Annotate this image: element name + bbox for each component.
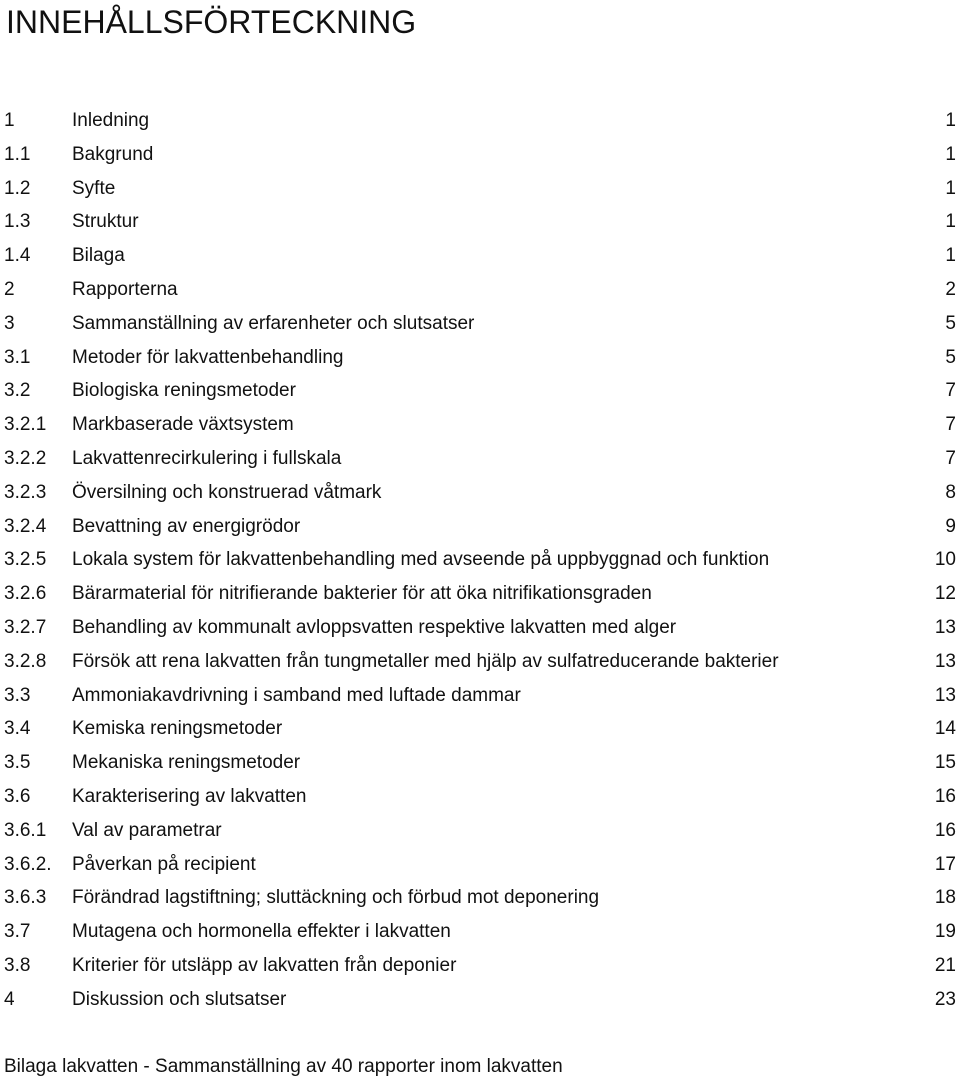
toc-entry-page: 13 [934, 616, 956, 638]
toc-entry-page: 12 [934, 583, 956, 605]
toc-entry-title: Kriterier för utsläpp av lakvatten från deponier [72, 954, 457, 976]
toc-entry-title: Behandling av kommunalt avloppsvatten respektive lakvatten med alger [72, 616, 677, 638]
toc-entry-page: 15 [934, 752, 956, 774]
toc-list [0, 104, 960, 1017]
toc-entry-title: Påverkan på recipient [72, 853, 256, 875]
toc-entry-title: Bevattning av energigrödor [72, 515, 301, 537]
toc-entry-number: 3.8 [4, 954, 31, 976]
toc-entry [0, 341, 960, 375]
toc-entry [0, 949, 960, 983]
toc-entry-title: Bärarmaterial för nitrifierande bakterier för att öka nitrifikationsgraden [72, 583, 652, 605]
toc-entry-number: 3.2 [4, 380, 31, 402]
toc-entry [0, 746, 960, 780]
toc-entry-title: Bilaga [72, 245, 125, 267]
toc-entry-title: Ammoniakavdrivning i samband med luftade dammar [72, 684, 521, 706]
toc-entry-title: Översilning och konstruerad våtmark [72, 481, 382, 503]
toc-entry-page: 17 [934, 853, 956, 875]
toc-entry-page: 10 [934, 549, 956, 571]
toc-entry-number: 3.6.2. [4, 853, 52, 875]
toc-entry-number: 3.2.8 [4, 650, 47, 672]
toc-entry-title: Lakvattenrecirkulering i fullskala [72, 447, 342, 469]
toc-entry-number: 3.2.7 [4, 616, 47, 638]
toc-entry-page: 9 [945, 515, 956, 537]
toc-entry-page: 1 [945, 211, 956, 233]
toc-entry [0, 476, 960, 510]
toc-entry-title: Mekaniska reningsmetoder [72, 752, 301, 774]
toc-entry-title: Bakgrund [72, 143, 154, 165]
toc-entry-number: 3.6 [4, 785, 31, 807]
toc-entry-page: 14 [934, 718, 956, 740]
toc-entry [0, 679, 960, 713]
toc-entry-title: Rapporterna [72, 278, 178, 300]
toc-entry [0, 814, 960, 848]
toc-entry [0, 442, 960, 476]
toc-entry-page: 23 [934, 988, 956, 1010]
toc-entry-title: Mutagena och hormonella effekter i lakvatten [72, 921, 451, 943]
toc-entry-title: Lokala system för lakvattenbehandling med avseende på uppbyggnad och funktion [72, 549, 770, 571]
toc-entry-page: 2 [945, 278, 956, 300]
page-title: INNEHÅLLSFÖRTECKNING [6, 4, 417, 40]
toc-entry-title: Diskussion och slutsatser [72, 988, 287, 1010]
toc-entry [0, 780, 960, 814]
toc-entry-title: Inledning [72, 110, 150, 131]
toc-entry-page: 18 [934, 887, 956, 909]
toc-entry [0, 881, 960, 915]
toc-entry-title: Försök att rena lakvatten från tungmetaller med hjälp av sulfatreducerande bakterier [72, 650, 779, 672]
toc-entry [0, 104, 960, 138]
toc-entry-number: 3.1 [4, 346, 31, 368]
toc-entry-number: 1.4 [4, 245, 31, 267]
toc-entry-title: Metoder för lakvattenbehandling [72, 346, 344, 368]
toc-entry-number: 1.3 [4, 211, 31, 233]
toc-entry [0, 307, 960, 341]
toc-entry [0, 138, 960, 172]
toc-entry [0, 983, 960, 1017]
toc-entry-page: 5 [945, 346, 956, 368]
toc-entry [0, 577, 960, 611]
toc-entry [0, 408, 960, 442]
toc-entry-page: 21 [934, 954, 956, 976]
toc-entry-title: Kemiska reningsmetoder [72, 718, 283, 740]
toc-entry-number: 3.2.4 [4, 515, 47, 537]
toc-entry-number: 1 [4, 110, 15, 131]
toc-entry-page: 16 [934, 785, 956, 807]
toc-entry-title: Val av parametrar [72, 819, 222, 841]
toc-entry-number: 3.6.1 [4, 819, 47, 841]
toc-entry-title: Sammanställning av erfarenheter och slutsatser [72, 312, 475, 334]
toc-entry-title: Förändrad lagstiftning; sluttäckning och förbud mot deponering [72, 887, 600, 909]
toc-entry-number: 3.7 [4, 921, 31, 943]
toc-entry-page: 7 [945, 414, 956, 436]
toc-entry-title: Struktur [72, 211, 139, 233]
toc-entry-page: 13 [934, 650, 956, 672]
toc-entry [0, 712, 960, 746]
toc-entry-number: 3.4 [4, 718, 31, 740]
toc-entry-page: 7 [945, 447, 956, 469]
toc-entry [0, 848, 960, 882]
toc-entry-number: 3.2.1 [4, 414, 47, 436]
toc-entry [0, 239, 960, 273]
toc-entry-number: 3.3 [4, 684, 31, 706]
toc-entry-page: 1 [945, 245, 956, 267]
toc-entry-number: 3.2.2 [4, 447, 47, 469]
toc-entry-number: 3.2.5 [4, 549, 47, 571]
toc-entry [0, 543, 960, 577]
toc-entry-number: 3.5 [4, 752, 31, 774]
toc-entry-number: 3.2.6 [4, 583, 47, 605]
appendix-note: Bilaga lakvatten - Sammanställning av 40 rapporter inom lakvatten [4, 1056, 563, 1077]
toc-entry-title: Biologiska reningsmetoder [72, 380, 296, 402]
toc-entry [0, 273, 960, 307]
toc-entry-page: 1 [945, 110, 956, 131]
toc-entry-page: 5 [945, 312, 956, 334]
toc-entry [0, 915, 960, 949]
toc-entry-page: 8 [945, 481, 956, 503]
toc-entry-page: 1 [945, 143, 956, 165]
toc-entry-number: 3.2.3 [4, 481, 47, 503]
toc-entry [0, 645, 960, 679]
toc-entry-page: 1 [945, 177, 956, 199]
toc-entry [0, 510, 960, 544]
toc-entry [0, 172, 960, 206]
toc-entry-number: 2 [4, 278, 15, 300]
toc-entry-number: 3 [4, 312, 15, 334]
toc-entry [0, 374, 960, 408]
toc-entry-page: 7 [945, 380, 956, 402]
toc-entry-number: 3.6.3 [4, 887, 47, 909]
toc-entry-number: 1.2 [4, 177, 31, 199]
toc-entry-page: 13 [934, 684, 956, 706]
toc-entry-title: Syfte [72, 177, 116, 199]
toc-entry-title: Karakterisering av lakvatten [72, 785, 307, 807]
toc-entry [0, 205, 960, 239]
toc-entry [0, 611, 960, 645]
toc-entry-page: 16 [934, 819, 956, 841]
toc-entry-title: Markbaserade växtsystem [72, 414, 294, 436]
toc-entry-number: 4 [4, 988, 15, 1010]
toc-entry-number: 1.1 [4, 143, 31, 165]
toc-entry-page: 19 [934, 921, 956, 943]
